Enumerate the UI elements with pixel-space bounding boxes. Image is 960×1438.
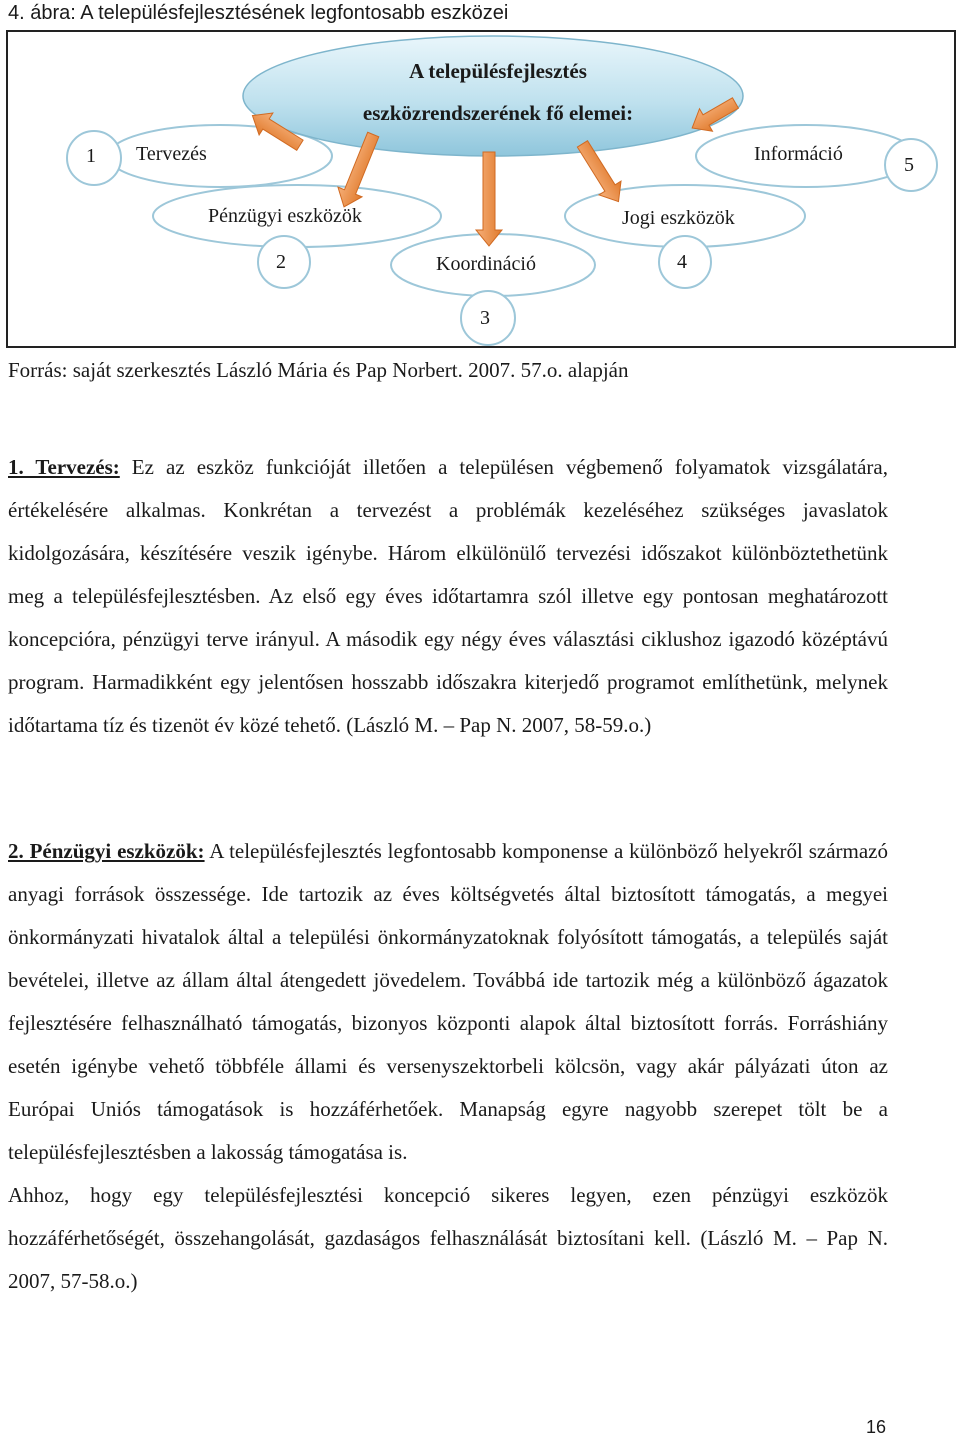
section-2-paragraph-2: Ahhoz, hogy egy településfejlesztési koncepció sikeres legyen, ezen pénzügyi eszközök hozzáférhetőségét, összehangolását, gazdaságos felhasználását biztosítani kell. (László M. – Pap N. 2007, 57-58.o.) (8, 1183, 888, 1293)
node-number-2: 2 (276, 251, 286, 273)
node-number-4: 4 (677, 251, 687, 273)
node-label-koordinacio: Koordináció (436, 253, 536, 275)
node-number-1: 1 (86, 145, 96, 167)
section-2-body: A településfejlesztés legfontosabb komponense a különböző helyekről származó anyagi források összessége. Ide tartozik az éves költségvetés által biztosított támogatás, a megyei önkormányzati hivatalok által a települési önkormányzatoknak folyósított támogatás, a település saját bevételei, illetve az állam által átengedett jövedelem. Továbbá ide tartozik még a különböző ágazatok fejlesztésére felhasználható támogatás, bizonyos központi alapok által biztosított forrás. Forráshiány esetén igénybe vehető többféle állami és versenyszektorbeli kölcsön, vagy akár pályázati úton az Európai Uniós támogatások is hozzáférhetőek. Manapság egyre nagyobb szerepet tölt be a településfejlesztésben a lakosság támogatása is. (8, 839, 888, 1164)
node-label-jogi: Jogi eszközök (622, 207, 735, 229)
section-2-paragraph (8, 830, 888, 1174)
page-number: 16 (866, 1417, 887, 1437)
node-label-penzugyi: Pénzügyi eszközök (208, 205, 362, 227)
diagram-heading-line-2: eszközrendszerének fő elemei: (362, 101, 634, 125)
node-number-5: 5 (904, 154, 914, 176)
diagram-heading-line-1: A településfejlesztés (409, 59, 587, 83)
section-1-body: Ez az eszköz funkcióját illetően a településen végbemenő folyamatok vizsgálatára, értékelésére alkalmas. Konkrétan a tervezést a problémák kezeléséhez szükséges javaslatok kidolgozására, készítésére veszik igénybe. Három elkülönülő tervezési időszakot különböztethetünk meg a településfejlesztésben. Az első egy éves időtartamra szól illetve egy pontosan meghatározott koncepcióra, pénzügyi terve irányul. A második egy négy éves választási ciklushoz igazodó középtávú program. Harmadikként egy jelentősen hosszabb időszakra kiterjedő programot említhetünk, melynek időtartama tíz és tizenöt év közé tehető. (László M. – Pap N. 2007, 58-59.o.) (8, 455, 888, 737)
node-label-informacio: Információ (754, 143, 843, 165)
section-1-paragraph (8, 446, 888, 747)
section-2-heading: 2. Pénzügyi eszközök: (8, 839, 205, 863)
figure-title: 4. ábra: A településfejlesztésének legfontosabb eszközei (8, 2, 509, 24)
node-number-3: 3 (480, 307, 490, 329)
arrow-to-koordinacio (476, 152, 502, 246)
section-1 (8, 446, 888, 747)
node-label-tervezes: Tervezés (136, 143, 207, 165)
diagram (6, 30, 956, 348)
section-2 (8, 830, 888, 1303)
section-1-heading: 1. Tervezés: (8, 455, 120, 479)
figure-source: Forrás: saját szerkesztés László Mária és Pap Norbert. 2007. 57.o. alapján (8, 358, 629, 382)
